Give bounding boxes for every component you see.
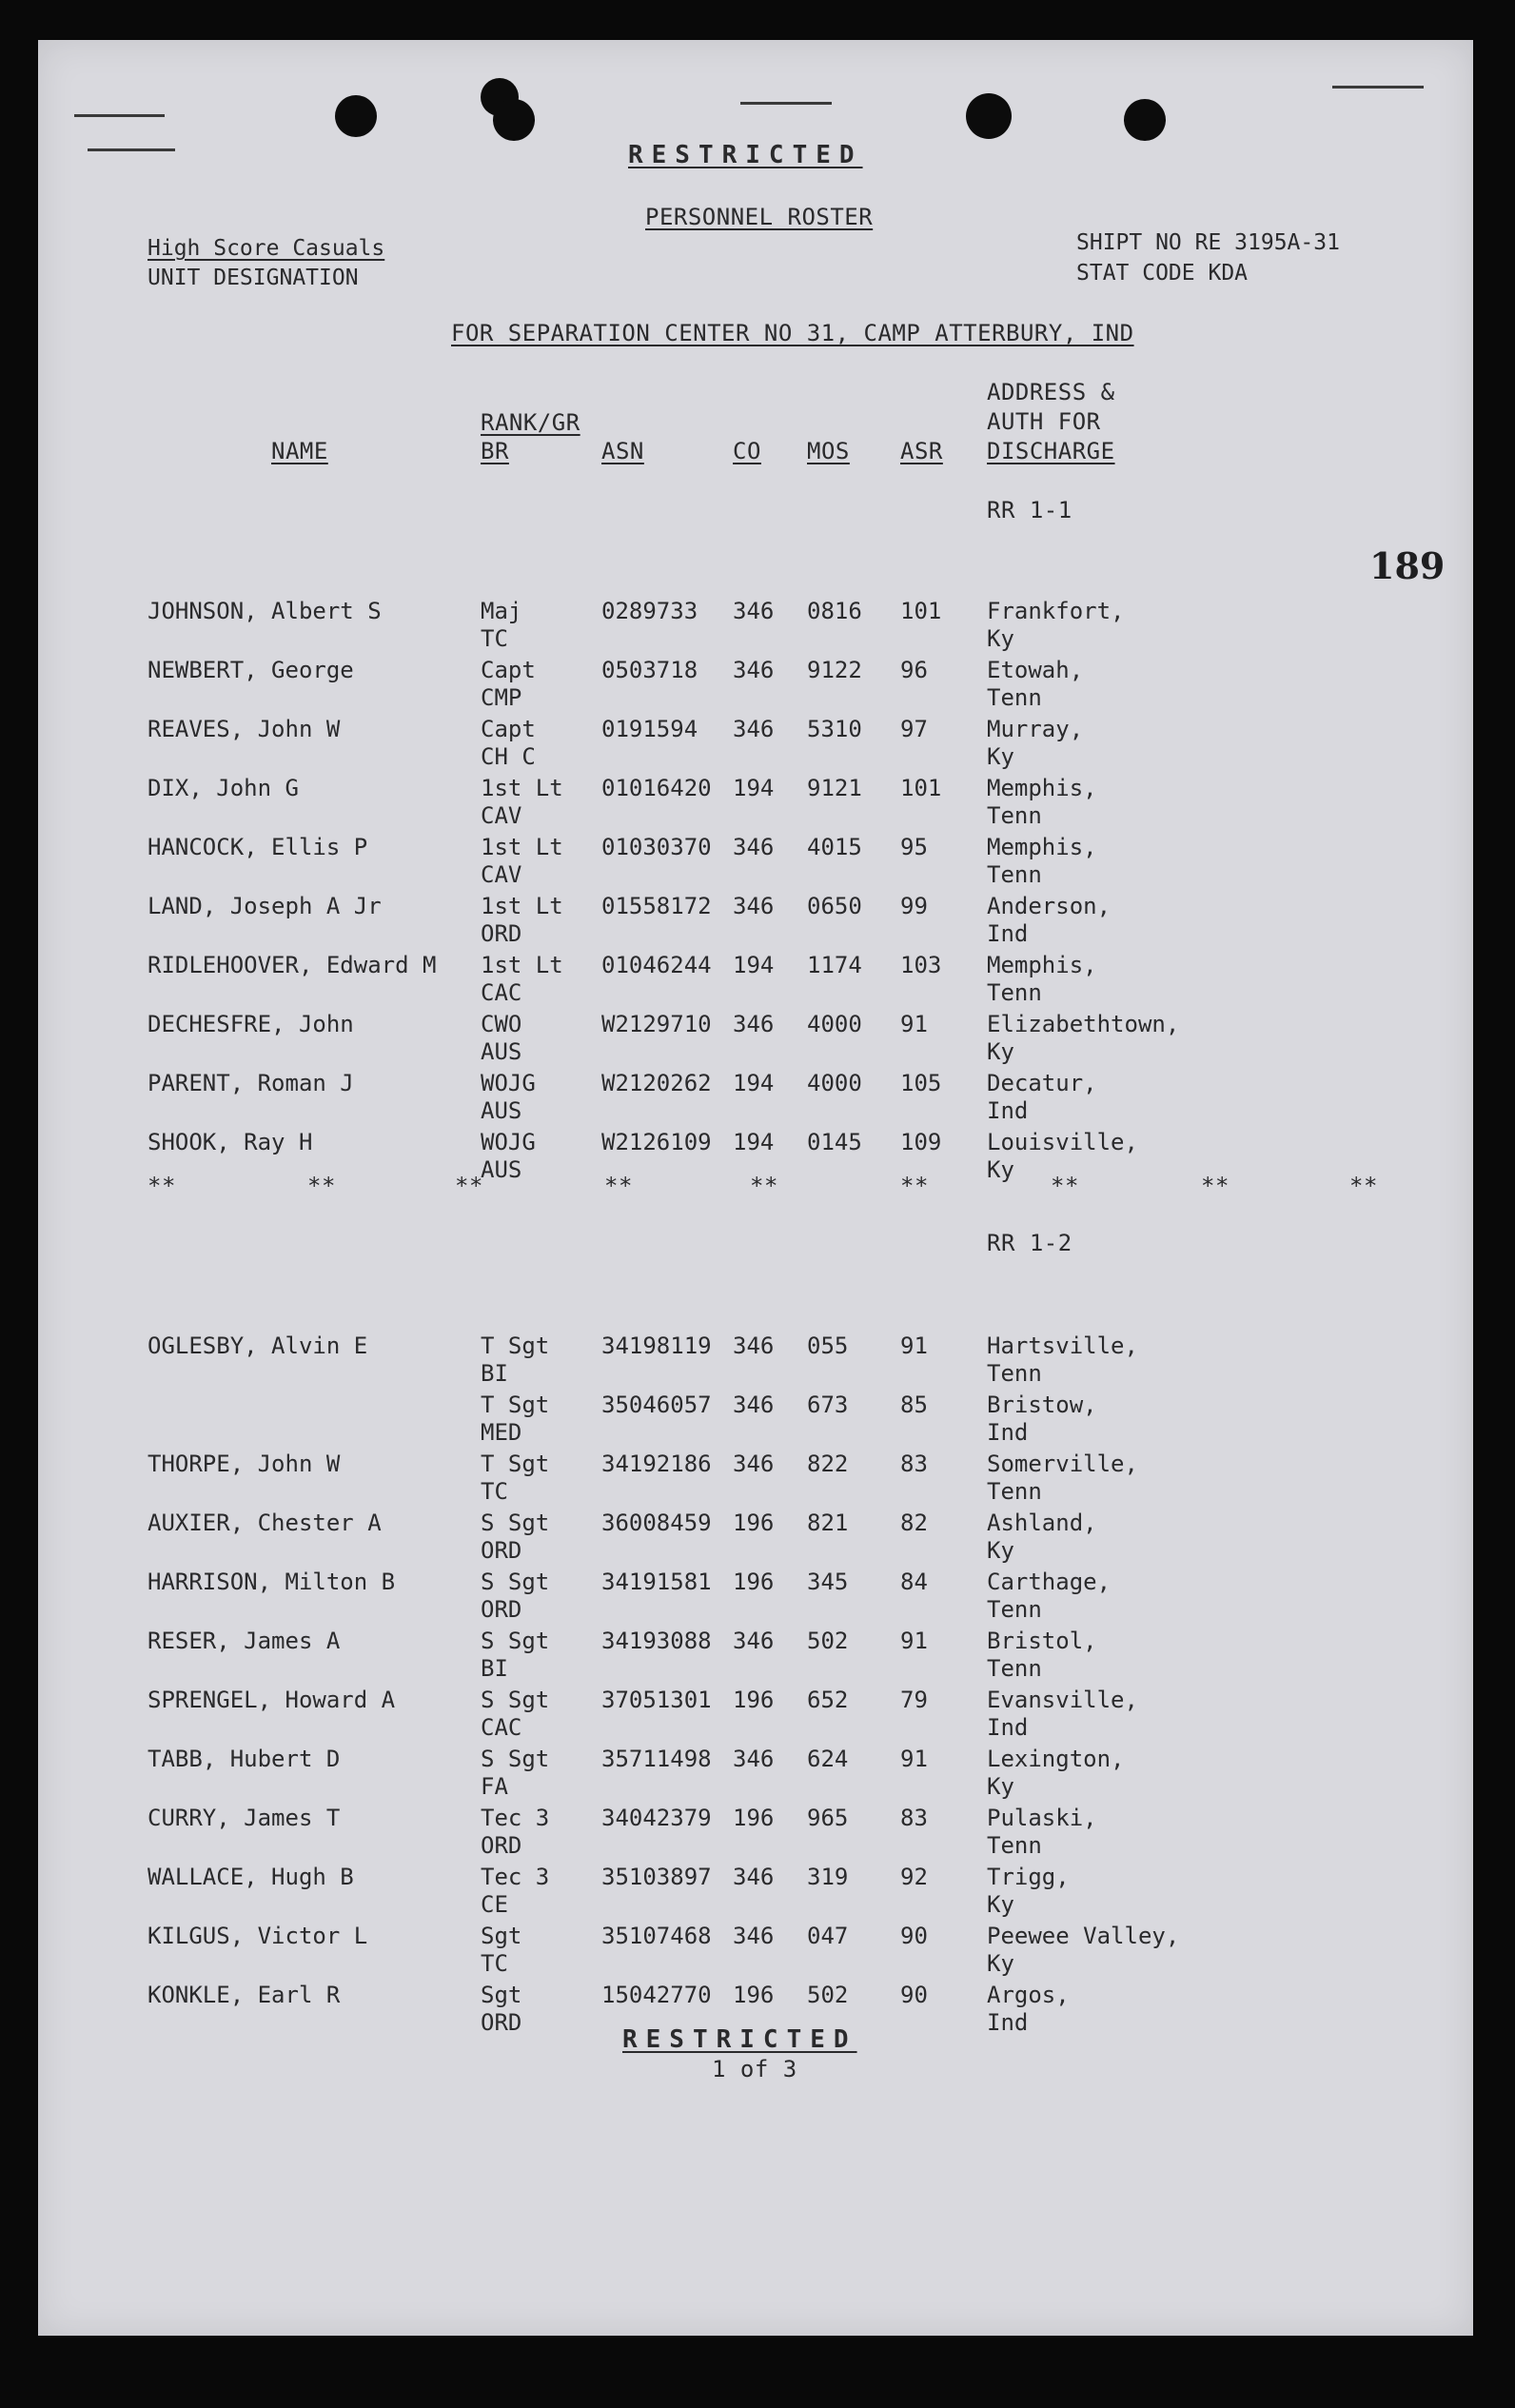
branch: CAV: [481, 861, 522, 888]
punch-hole-4: [966, 93, 1012, 139]
branch: AUS: [481, 1038, 522, 1065]
person-name: SHOOK, Ray H: [148, 1129, 313, 1155]
rank: Sgt: [481, 1982, 522, 2008]
rank: 1st Lt: [481, 775, 563, 801]
asr-score: 85: [900, 1392, 928, 1418]
mos-code: 9121: [807, 775, 862, 801]
person-name: LAND, Joseph A Jr: [148, 893, 382, 919]
address-city: Elizabethtown,: [987, 1011, 1180, 1037]
col-address-1: ADDRESS &: [987, 379, 1115, 405]
mos-code: 4000: [807, 1011, 862, 1037]
mos-code: 047: [807, 1923, 849, 1949]
mos-code: 0650: [807, 893, 862, 919]
table-row: [38, 656, 1473, 715]
serial-number: 34192186: [601, 1451, 712, 1477]
unit-designation-label: UNIT DESIGNATION: [148, 266, 359, 290]
rank: T Sgt: [481, 1392, 550, 1418]
company: 196: [733, 1687, 775, 1713]
address-city: Hartsville,: [987, 1332, 1138, 1359]
mos-code: 0145: [807, 1129, 862, 1155]
mos-code: 319: [807, 1864, 849, 1890]
mos-code: 965: [807, 1805, 849, 1831]
asr-score: 83: [900, 1805, 928, 1831]
serial-number: 37051301: [601, 1687, 712, 1713]
classification-bottom: RESTRICTED: [622, 2025, 857, 2054]
serial-number: W2126109: [601, 1129, 712, 1155]
asr-score: 91: [900, 1746, 928, 1772]
address-state: Tenn: [987, 1832, 1042, 1859]
serial-number: 01016420: [601, 775, 712, 801]
mos-code: 652: [807, 1687, 849, 1713]
table-row: [38, 1568, 1473, 1627]
company: 194: [733, 1129, 775, 1155]
serial-number: 34191581: [601, 1569, 712, 1595]
company: 346: [733, 1864, 775, 1890]
table-row: [38, 1863, 1473, 1922]
mos-code: 055: [807, 1332, 849, 1359]
asr-score: 101: [900, 775, 942, 801]
col-address-2: AUTH FOR: [987, 408, 1101, 435]
branch: CAC: [481, 979, 522, 1006]
person-name: REAVES, John W: [148, 716, 341, 742]
asr-score: 84: [900, 1569, 928, 1595]
address-state: Ky: [987, 1537, 1014, 1564]
mos-code: 673: [807, 1392, 849, 1418]
person-name: HANCOCK, Ellis P: [148, 834, 368, 860]
branch: ORD: [481, 1596, 522, 1623]
address-city: Memphis,: [987, 952, 1097, 978]
serial-number: 01558172: [601, 893, 712, 919]
table-row: [38, 1686, 1473, 1745]
separator-mark: **: [148, 1173, 176, 1199]
company: 346: [733, 1011, 775, 1037]
col-asr: ASR: [900, 438, 943, 464]
address-state: Ind: [987, 1419, 1029, 1446]
address-city: Etowah,: [987, 657, 1084, 683]
serial-number: W2120262: [601, 1070, 712, 1096]
col-branch: BR: [481, 438, 509, 464]
serial-number: 34042379: [601, 1805, 712, 1831]
company: 346: [733, 893, 775, 919]
address-state: Ind: [987, 2009, 1029, 2036]
serial-number: 0191594: [601, 716, 698, 742]
mos-code: 822: [807, 1451, 849, 1477]
table-row: [38, 951, 1473, 1010]
person-name: SPRENGEL, Howard A: [148, 1687, 396, 1713]
branch: FA: [481, 1773, 508, 1800]
roster-page: [38, 40, 1473, 2336]
address-city: Lexington,: [987, 1746, 1125, 1772]
address-state: Ind: [987, 920, 1029, 947]
address-state: Ind: [987, 1097, 1029, 1124]
address-state: Ky: [987, 1156, 1014, 1183]
company: 346: [733, 598, 775, 624]
person-name: RIDLEHOOVER, Edward M: [148, 952, 437, 978]
shipment-number: SHIPT NO RE 3195A-31: [1076, 230, 1340, 255]
address-state: Ky: [987, 1773, 1014, 1800]
rank: Maj: [481, 598, 522, 624]
branch: CAC: [481, 1714, 522, 1741]
branch: TC: [481, 625, 508, 652]
table-row: [38, 774, 1473, 833]
company: 346: [733, 1746, 775, 1772]
col-address-3: DISCHARGE: [987, 438, 1115, 464]
separator-mark: **: [1051, 1173, 1079, 1199]
address-state: Tenn: [987, 684, 1042, 711]
asr-score: 79: [900, 1687, 928, 1713]
table-row: [38, 715, 1473, 774]
separator-mark: **: [604, 1173, 633, 1199]
address-city: Bristol,: [987, 1628, 1097, 1654]
table-row: [38, 1804, 1473, 1863]
rank: CWO: [481, 1011, 522, 1037]
person-name: NEWBERT, George: [148, 657, 354, 683]
address-state: Ky: [987, 1038, 1014, 1065]
branch: MED: [481, 1419, 522, 1446]
asr-score: 105: [900, 1070, 942, 1096]
rank: Capt: [481, 716, 536, 742]
serial-number: 0503718: [601, 657, 698, 683]
rank: S Sgt: [481, 1687, 550, 1713]
table-row: [38, 833, 1473, 892]
company: 346: [733, 834, 775, 860]
person-name: OGLESBY, Alvin E: [148, 1332, 368, 1359]
rank: 1st Lt: [481, 834, 563, 860]
table-row: [38, 1391, 1473, 1450]
address-state: Tenn: [987, 1478, 1042, 1505]
page-count: 1 of 3: [712, 2056, 797, 2082]
rank: WOJG: [481, 1070, 536, 1096]
address-city: Murray,: [987, 716, 1084, 742]
company: 194: [733, 775, 775, 801]
margin-mark: [740, 102, 832, 105]
asr-score: 91: [900, 1332, 928, 1359]
address-city: Frankfort,: [987, 598, 1125, 624]
table-row: [38, 1069, 1473, 1128]
branch: ORD: [481, 2009, 522, 2036]
table-row: [38, 1922, 1473, 1981]
punch-hole-1: [335, 95, 377, 137]
mos-code: 345: [807, 1569, 849, 1595]
branch: BI: [481, 1655, 508, 1682]
address-state: Tenn: [987, 802, 1042, 829]
address-city: Louisville,: [987, 1129, 1138, 1155]
company: 346: [733, 1392, 775, 1418]
col-name: NAME: [271, 438, 328, 464]
mos-code: 5310: [807, 716, 862, 742]
col-mos: MOS: [807, 438, 850, 464]
address-city: Carthage,: [987, 1569, 1112, 1595]
rank: Capt: [481, 657, 536, 683]
table-row: [38, 1332, 1473, 1391]
address-state: Tenn: [987, 979, 1042, 1006]
rank: T Sgt: [481, 1332, 550, 1359]
asr-score: 95: [900, 834, 928, 860]
person-name: TABB, Hubert D: [148, 1746, 341, 1772]
address-city: Pulaski,: [987, 1805, 1097, 1831]
margin-mark: [74, 114, 165, 117]
company: 346: [733, 1628, 775, 1654]
rank: 1st Lt: [481, 893, 563, 919]
classification-top: RESTRICTED: [628, 141, 863, 169]
address-city: Memphis,: [987, 775, 1097, 801]
address-city: Bristow,: [987, 1392, 1097, 1418]
address-state: Ky: [987, 743, 1014, 770]
asr-score: 90: [900, 1982, 928, 2008]
asr-score: 90: [900, 1923, 928, 1949]
mos-code: 9122: [807, 657, 862, 683]
rank: T Sgt: [481, 1451, 550, 1477]
company: 346: [733, 1332, 775, 1359]
branch: ORD: [481, 1832, 522, 1859]
serial-number: 34198119: [601, 1332, 712, 1359]
rank: Sgt: [481, 1923, 522, 1949]
person-name: PARENT, Roman J: [148, 1070, 354, 1096]
person-name: DECHESFRE, John: [148, 1011, 354, 1037]
address-city: Memphis,: [987, 834, 1097, 860]
address-state: Tenn: [987, 1655, 1042, 1682]
asr-score: 99: [900, 893, 928, 919]
branch: TC: [481, 1478, 508, 1505]
person-name: THORPE, John W: [148, 1451, 341, 1477]
asr-score: 103: [900, 952, 942, 978]
punch-hole-5: [1124, 99, 1166, 141]
table-row: [38, 1627, 1473, 1686]
mos-code: 502: [807, 1982, 849, 2008]
col-rank: RANK/GR: [481, 409, 580, 436]
rank: Tec 3: [481, 1864, 550, 1890]
rank: 1st Lt: [481, 952, 563, 978]
branch: BI: [481, 1360, 508, 1387]
separator-mark: **: [1349, 1173, 1378, 1199]
company: 346: [733, 1451, 775, 1477]
mos-code: 1174: [807, 952, 862, 978]
col-co: CO: [733, 438, 761, 464]
asr-score: 91: [900, 1011, 928, 1037]
address-city: Argos,: [987, 1982, 1070, 2008]
person-name: KILGUS, Victor L: [148, 1923, 368, 1949]
person-name: CURRY, James T: [148, 1805, 341, 1831]
branch: TC: [481, 1950, 508, 1977]
address-city: Anderson,: [987, 893, 1112, 919]
address-state: Tenn: [987, 1596, 1042, 1623]
address-city: Peewee Valley,: [987, 1923, 1180, 1949]
rank: S Sgt: [481, 1569, 550, 1595]
separator-mark: **: [455, 1173, 483, 1199]
branch: CAV: [481, 802, 522, 829]
branch: ORD: [481, 920, 522, 947]
person-name: JOHNSON, Albert S: [148, 598, 382, 624]
rank: S Sgt: [481, 1628, 550, 1654]
asr-score: 82: [900, 1510, 928, 1536]
address-state: Tenn: [987, 861, 1042, 888]
branch: AUS: [481, 1156, 522, 1183]
rank: Tec 3: [481, 1805, 550, 1831]
margin-mark: [1332, 86, 1424, 89]
roster-title: PERSONNEL ROSTER: [645, 204, 874, 230]
address-city: Decatur,: [987, 1070, 1097, 1096]
serial-number: 0289733: [601, 598, 698, 624]
branch: AUS: [481, 1097, 522, 1124]
serial-number: 35046057: [601, 1392, 712, 1418]
asr-score: 91: [900, 1628, 928, 1654]
serial-number: 01046244: [601, 952, 712, 978]
asr-score: 92: [900, 1864, 928, 1890]
company: 194: [733, 1070, 775, 1096]
branch: CMP: [481, 684, 522, 711]
group1-label: RR 1-1: [987, 497, 1072, 523]
serial-number: 35711498: [601, 1746, 712, 1772]
table-row: [38, 597, 1473, 656]
mos-code: 624: [807, 1746, 849, 1772]
mos-code: 4015: [807, 834, 862, 860]
company: 196: [733, 1569, 775, 1595]
person-name: WALLACE, Hugh B: [148, 1864, 354, 1890]
person-name: DIX, John G: [148, 775, 299, 801]
rank: S Sgt: [481, 1746, 550, 1772]
asr-score: 97: [900, 716, 928, 742]
person-name: HARRISON, Milton B: [148, 1569, 396, 1595]
address-state: Ky: [987, 1950, 1014, 1977]
mos-code: 821: [807, 1510, 849, 1536]
company: 346: [733, 716, 775, 742]
serial-number: 35107468: [601, 1923, 712, 1949]
serial-number: 34193088: [601, 1628, 712, 1654]
address-state: Ky: [987, 625, 1014, 652]
serial-number: 01030370: [601, 834, 712, 860]
address-city: Trigg,: [987, 1864, 1070, 1890]
company: 196: [733, 1805, 775, 1831]
company: 346: [733, 657, 775, 683]
address-state: Ky: [987, 1891, 1014, 1918]
serial-number: 35103897: [601, 1864, 712, 1890]
rank: S Sgt: [481, 1510, 550, 1536]
margin-mark: [88, 148, 175, 151]
person-name: AUXIER, Chester A: [148, 1510, 382, 1536]
asr-score: 109: [900, 1129, 942, 1155]
separator-mark: **: [750, 1173, 778, 1199]
branch: ORD: [481, 1537, 522, 1564]
company: 196: [733, 1510, 775, 1536]
address-city: Evansville,: [987, 1687, 1138, 1713]
destination: FOR SEPARATION CENTER NO 31, CAMP ATTERBURY, IND: [451, 320, 1134, 346]
address-city: Ashland,: [987, 1510, 1097, 1536]
separator-mark: **: [1201, 1173, 1230, 1199]
serial-number: W2129710: [601, 1011, 712, 1037]
company: 346: [733, 1923, 775, 1949]
address-state: Tenn: [987, 1360, 1042, 1387]
person-name: RESER, James A: [148, 1628, 341, 1654]
asr-score: 96: [900, 657, 928, 683]
unit-name: High Score Casuals: [148, 236, 385, 261]
asr-score: 83: [900, 1451, 928, 1477]
table-row: [38, 1450, 1473, 1509]
table-row: [38, 1010, 1473, 1069]
company: 196: [733, 1982, 775, 2008]
col-asn: ASN: [601, 438, 644, 464]
table-row: [38, 1509, 1473, 1568]
person-name: KONKLE, Earl R: [148, 1982, 341, 2008]
mos-code: 4000: [807, 1070, 862, 1096]
group2-label: RR 1-2: [987, 1230, 1072, 1256]
separator-mark: **: [307, 1173, 336, 1199]
mos-code: 0816: [807, 598, 862, 624]
page-stamp: 189: [1369, 544, 1446, 587]
stat-code: STAT CODE KDA: [1076, 261, 1249, 286]
mos-code: 502: [807, 1628, 849, 1654]
branch: CE: [481, 1891, 508, 1918]
table-row: [38, 1745, 1473, 1804]
address-city: Somerville,: [987, 1451, 1138, 1477]
serial-number: 36008459: [601, 1510, 712, 1536]
separator-mark: **: [900, 1173, 929, 1199]
asr-score: 101: [900, 598, 942, 624]
address-state: Ind: [987, 1714, 1029, 1741]
rank: WOJG: [481, 1129, 536, 1155]
table-row: [38, 892, 1473, 951]
branch: CH C: [481, 743, 536, 770]
serial-number: 15042770: [601, 1982, 712, 2008]
company: 194: [733, 952, 775, 978]
punch-hole-3: [493, 99, 535, 141]
